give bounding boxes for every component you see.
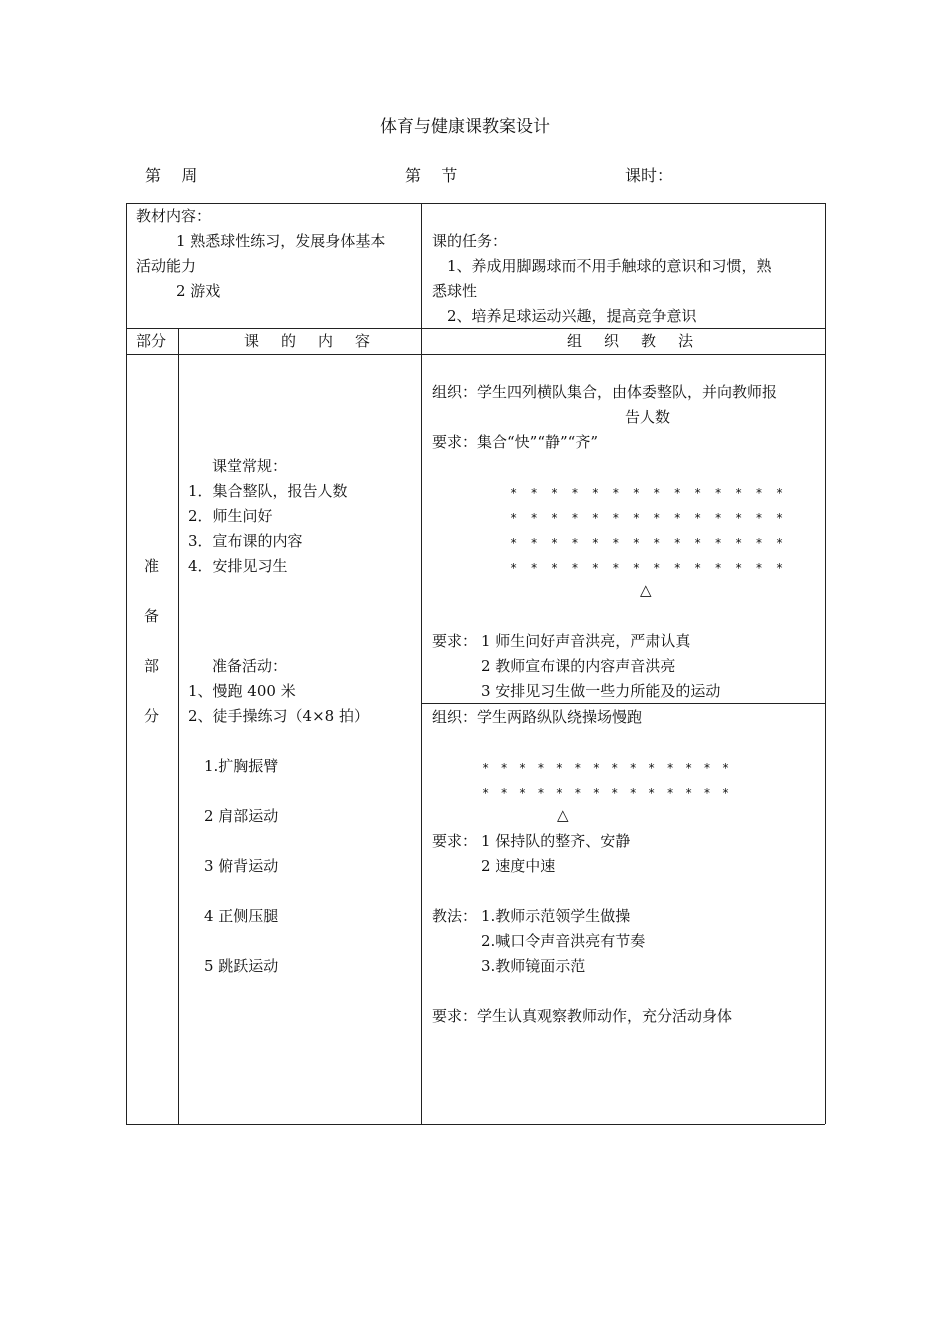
teacher-triangle-icon: △: [640, 581, 652, 599]
teaching-content-item1: 1 熟悉球性练习，发展身体基本: [176, 232, 386, 250]
method1-req2-item-3: 3 安排见习生做一些力所能及的运动: [481, 682, 721, 700]
formation-row-2: * * * * * * * * * * * * * *: [510, 511, 787, 525]
method1-organization-cont: 告人数: [625, 408, 671, 426]
formation-row-1: * * * * * * * * * * * * * *: [510, 486, 787, 500]
page-title: 体育与健康课教案设计: [380, 117, 550, 137]
header-part: 部分: [136, 332, 167, 350]
header-content: 课的内容: [244, 332, 393, 350]
method1-req2-label: 要求：: [432, 632, 478, 650]
method1-requirement: 要求：集合“快”“静”“齐”: [432, 433, 599, 451]
method2-req-label: 要求：: [432, 832, 478, 850]
teaching-content-label: 教材内容：: [136, 207, 212, 225]
part-char-4: 分: [144, 707, 160, 725]
header-method: 组织教法: [567, 332, 716, 350]
part-char-2: 备: [144, 607, 160, 625]
routine-item-2: 2．师生问好: [188, 507, 273, 525]
week-label: 第 周: [145, 166, 198, 185]
task-1-cont: 悉球性: [432, 282, 478, 300]
method2-teach-label: 教法：: [432, 907, 478, 925]
tasks-label: 课的任务：: [432, 232, 508, 250]
routine-item-4: 4．安排见习生: [188, 557, 288, 575]
method1-req2-item-1: 1 师生问好声音洪亮，严肃认真: [481, 632, 691, 650]
formation-row-4: * * * * * * * * * * * * * *: [510, 561, 787, 575]
teaching-content-item1-cont: 活动能力: [136, 257, 197, 275]
method2-teach-item-2: 2.喊口令声音洪亮有节奏: [481, 932, 646, 950]
exercise-5: 5 跳跃运动: [204, 957, 279, 975]
task-2: 2、培养足球运动兴趣，提高竞争意识: [447, 307, 697, 325]
task-1: 1、养成用脚踢球而不用手触球的意识和习惯，熟: [447, 257, 772, 275]
method2-req-item-1: 1 保持队的整齐、安静: [481, 832, 631, 850]
method2-teach-item-3: 3.教师镜面示范: [481, 957, 586, 975]
section-label: 第 节: [405, 166, 458, 185]
hours-label: 课时：: [625, 166, 674, 185]
exercise-3: 3 俯背运动: [204, 857, 279, 875]
warmup-label: 准备活动：: [212, 657, 288, 675]
warmup-item-2: 2、徒手操练习（4×8 拍）: [188, 707, 369, 725]
column-row-1: * * * * * * * * * * * * * *: [482, 761, 732, 775]
method2-teach-item-1: 1.教师示范领学生做操: [481, 907, 631, 925]
method1-req2-item-2: 2 教师宣布课的内容声音洪亮: [481, 657, 676, 675]
method2-final-requirement: 要求：学生认真观察教师动作，充分活动身体: [432, 1007, 733, 1025]
exercise-4: 4 正侧压腿: [204, 907, 279, 925]
method1-organization: 组织：学生四列横队集合，由体委整队，并向教师报: [432, 383, 778, 401]
method2-organization: 组织：学生两路纵队绕操场慢跑: [432, 708, 643, 726]
routine-item-3: 3．宣布课的内容: [188, 532, 303, 550]
teacher-triangle-icon-2: △: [557, 806, 569, 824]
exercise-1: 1.扩胸振臂: [204, 757, 279, 775]
teaching-content-item2: 2 游戏: [176, 282, 221, 300]
column-row-2: * * * * * * * * * * * * * *: [482, 786, 732, 800]
exercise-2: 2 肩部运动: [204, 807, 279, 825]
part-char-1: 准: [144, 557, 160, 575]
routine-label: 课堂常规：: [212, 457, 288, 475]
routine-item-1: 1．集合整队，报告人数: [188, 482, 348, 500]
warmup-item-1: 1、慢跑 400 米: [188, 682, 296, 700]
formation-row-3: * * * * * * * * * * * * * *: [510, 536, 787, 550]
method2-req-item-2: 2 速度中速: [481, 857, 556, 875]
part-char-3: 部: [144, 657, 160, 675]
